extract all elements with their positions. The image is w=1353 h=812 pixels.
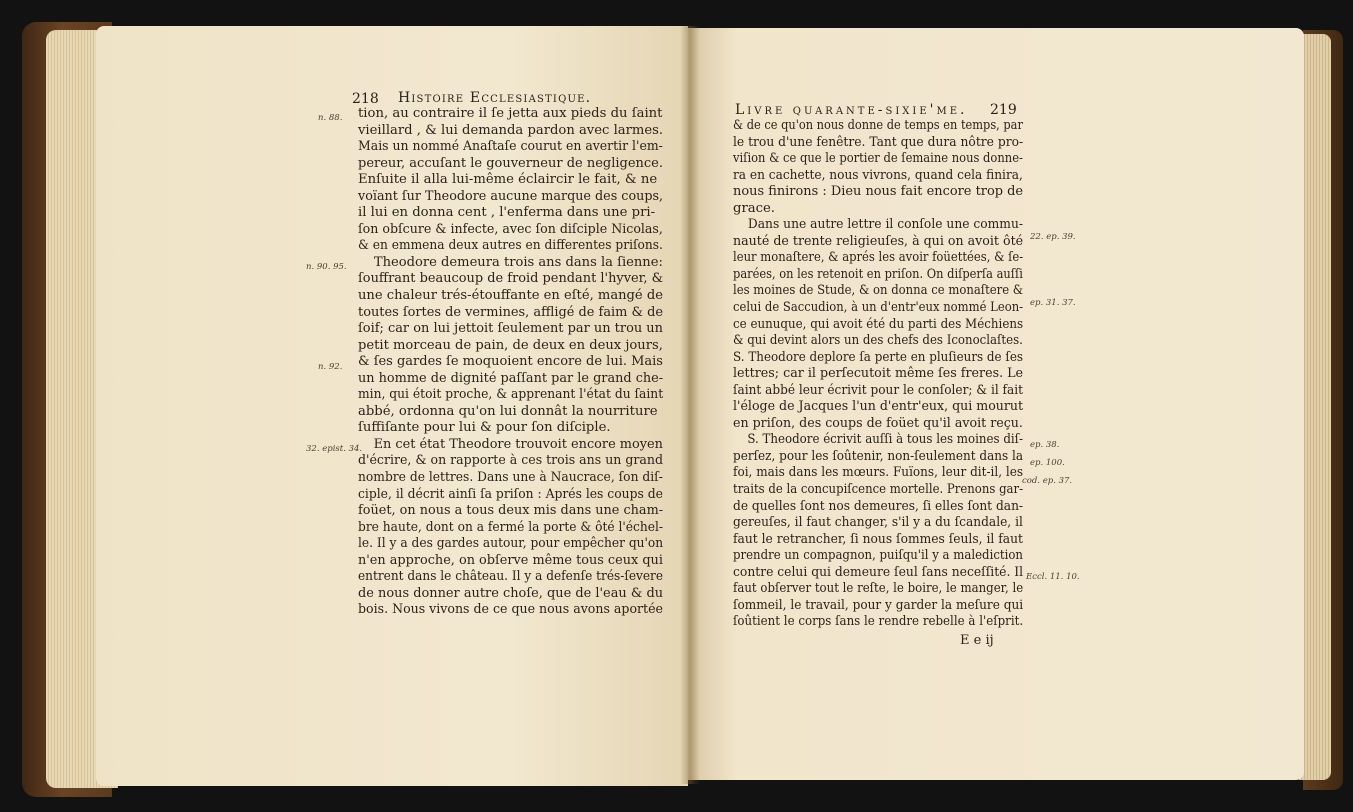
- text-line: ra en cachette, nous vivrons, quand cela finira,: [733, 167, 1023, 183]
- text-line: bre haute, dont on a fermé la porte & ôté l'échel-: [358, 519, 664, 535]
- text-line: foüet, on nous a tous deux mis dans une cham-: [358, 503, 664, 519]
- right-page-number: 219: [990, 102, 1017, 118]
- text-line: l'éloge de Jacques l'un d'entr'eux, qui mourut: [733, 399, 1024, 415]
- right-margin-note: cod. ep. 37.: [1022, 476, 1073, 486]
- text-line: faut obſerver tout le reſte, le boire, le manger, le: [733, 581, 1024, 597]
- text-line: Theodore demeura trois ans dans la ſienne:: [373, 254, 663, 270]
- text-line: & ſes gardes ſe moquoient encore de lui. Mais: [358, 354, 663, 370]
- text-line: prendre un compagnon, puiſqu'il y a malediction: [733, 548, 1023, 564]
- text-line: ſommeil, le travail, pour y garder la meſure qui: [733, 597, 1024, 613]
- text-line: de nous donner autre choſe, que de l'eau & du: [358, 585, 664, 601]
- text-line: S. Theodore écrivit auſſi à tous les moines diſ-: [747, 432, 1024, 448]
- text-line: nombre de lettres. Dans une à Naucrace, ſon diſ-: [358, 470, 663, 486]
- left-margin-note: n. 88.: [318, 113, 343, 123]
- text-line: de quelles ſont nos demeures, ſi elles ſont dan-: [733, 498, 1024, 514]
- right-margin-note: 22. ep. 39.: [1030, 232, 1076, 242]
- text-line: petit morceau de pain, de deux en deux jours,: [358, 337, 663, 353]
- text-line: Dans une autre lettre il conſole une commu-: [747, 217, 1024, 233]
- text-line: gereuſes, il faut changer, s'il y a du ſcandale, il: [733, 515, 1023, 531]
- text-line: S. Theodore deplore ſa perte en pluſieurs de ſes: [733, 349, 1024, 365]
- text-line: voïant ſur Theodore aucune marque des coups,: [358, 188, 664, 204]
- text-line: faut le retrancher, ſi nous ſommes ſeuls, il faut: [733, 531, 1023, 547]
- text-line: n'en approche, on obſerve même tous ceux qui: [358, 552, 663, 568]
- text-line: lettres; car il perſecutoit même ſes freres. Le: [733, 366, 1024, 382]
- text-line: les moines de Stude, & on donna ce monaſtere &: [733, 283, 1024, 299]
- right-margin-note: ep. 38.: [1030, 440, 1060, 450]
- text-line: d'écrire, & on rapporte à ces trois ans un grand: [358, 453, 664, 469]
- text-line: ſoûtient le corps ſans le rendre rebelle à l'eſprit.: [733, 614, 1024, 630]
- text-line: contre celui qui demeure ſeul ſans neceſſité. Il: [733, 564, 1024, 580]
- text-line: ſoif; car on lui jettoit ſeulement par un trou un: [358, 321, 663, 337]
- text-line: bois. Nous vivons de ce que nous avons aportée: [358, 602, 663, 618]
- right-margin-note: ep. 100.: [1030, 458, 1065, 468]
- text-line: entrent dans le château. Il y a defenſe trés-ſevere: [358, 569, 664, 585]
- right-margin-note: Eccl. 11. 10.: [1026, 572, 1080, 582]
- text-line: ſaint abbé leur écrivit pour le conſoler; & il fait: [733, 382, 1024, 398]
- left-margin-note: 32. epist. 34.: [306, 444, 363, 454]
- text-line: le. Il y a des gardes autour, pour empêcher qu'on: [358, 536, 664, 552]
- text-line: Mais un nommé Anaſtaſe courut en avertir l'em-: [358, 139, 663, 155]
- left-page-body: [358, 106, 663, 619]
- right-running-head: Livre quarante-sixie'me.: [735, 102, 968, 118]
- text-line: nous finirons : Dieu nous fait encore trop de: [733, 184, 1024, 200]
- text-line: ſon obſcure & infecte, avec ſon diſciple Nicolas,: [358, 221, 663, 237]
- text-line: min, qui étoit proche, & apprenant l'état du ſaint: [358, 387, 664, 403]
- text-line: une chaleur trés-étouffante en eſté, mangé de: [358, 288, 663, 304]
- left-page-number: 218: [352, 91, 379, 107]
- text-line: un homme de dignité paſſant par le grand che-: [358, 370, 664, 386]
- right-margin-note: ep. 31. 37.: [1030, 298, 1076, 308]
- text-line: & en emmena deux autres en differentes priſons.: [358, 238, 663, 254]
- text-line: ſuffiſante pour lui & pour ſon diſciple.: [358, 420, 611, 436]
- text-line: viſion & ce que le portier de ſemaine nous donne-: [733, 151, 1023, 167]
- text-line: parées, on les retenoit en priſon. On diſperſa auſſi: [733, 266, 1023, 282]
- book-gutter: [680, 26, 700, 784]
- text-line: en priſon, des coups de foüet qu'il avoit reçu.: [733, 415, 1023, 431]
- text-line: traits de la concupiſcence mortelle. Prenons gar-: [733, 482, 1024, 498]
- left-margin-note: n. 92.: [318, 362, 343, 372]
- right-page-body: [733, 118, 1023, 631]
- text-line: toutes ſortes de vermines, affligé de faim & de: [358, 304, 663, 320]
- text-line: En cet état Theodore trouvoit encore moyen: [373, 436, 663, 452]
- text-line: & de ce qu'on nous donne de temps en temps, par: [733, 118, 1023, 133]
- text-line: celui de Saccudion, à un d'entr'eux nommé Leon-: [733, 300, 1024, 316]
- text-line: grace.: [733, 200, 775, 216]
- text-line: perſez, pour les ſoûtenir, non-ſeulement dans la: [733, 448, 1024, 464]
- text-line: ce eunuque, qui avoit été du parti des Méchiens: [733, 316, 1024, 332]
- text-line: le trou d'une fenêtre. Tant que dura nôtre pro-: [733, 134, 1024, 150]
- text-line: ciple, il décrit ainſi ſa priſon : Aprés les coups de: [358, 486, 663, 502]
- text-line: leur monaſtere, & aprés les avoir foüettées, & ſe-: [733, 250, 1024, 266]
- left-running-head: Histoire Ecclesiastique.: [398, 90, 592, 106]
- text-line: il lui en donna cent , l'enferma dans une pri-: [358, 205, 656, 221]
- text-line: abbé, ordonna qu'on lui donnât la nourriture: [358, 403, 658, 419]
- text-line: nauté de trente religieuſes, à qui on avoit ôté: [733, 233, 1024, 249]
- text-line: tion, au contraire il ſe jetta aux pieds du ſaint: [358, 106, 663, 121]
- text-line: ſouffrant beaucoup de froid pendant l'hyver, &: [358, 271, 664, 287]
- text-line: Enſuite il alla lui-même éclaircir le fait, & ne: [358, 172, 658, 188]
- text-line: foi, mais dans les mœurs. Fuïons, leur dit-il, les: [733, 465, 1024, 481]
- left-margin-note: n. 90. 95.: [306, 262, 347, 272]
- text-line: vieillard , & lui demanda pardon avec larmes.: [358, 122, 664, 138]
- text-line: pereur, accuſant le gouverneur de negligence.: [358, 155, 663, 171]
- text-line: & qui devint alors un des chefs des Iconoclaſtes.: [733, 333, 1023, 349]
- signature-mark: E e ij: [960, 633, 994, 648]
